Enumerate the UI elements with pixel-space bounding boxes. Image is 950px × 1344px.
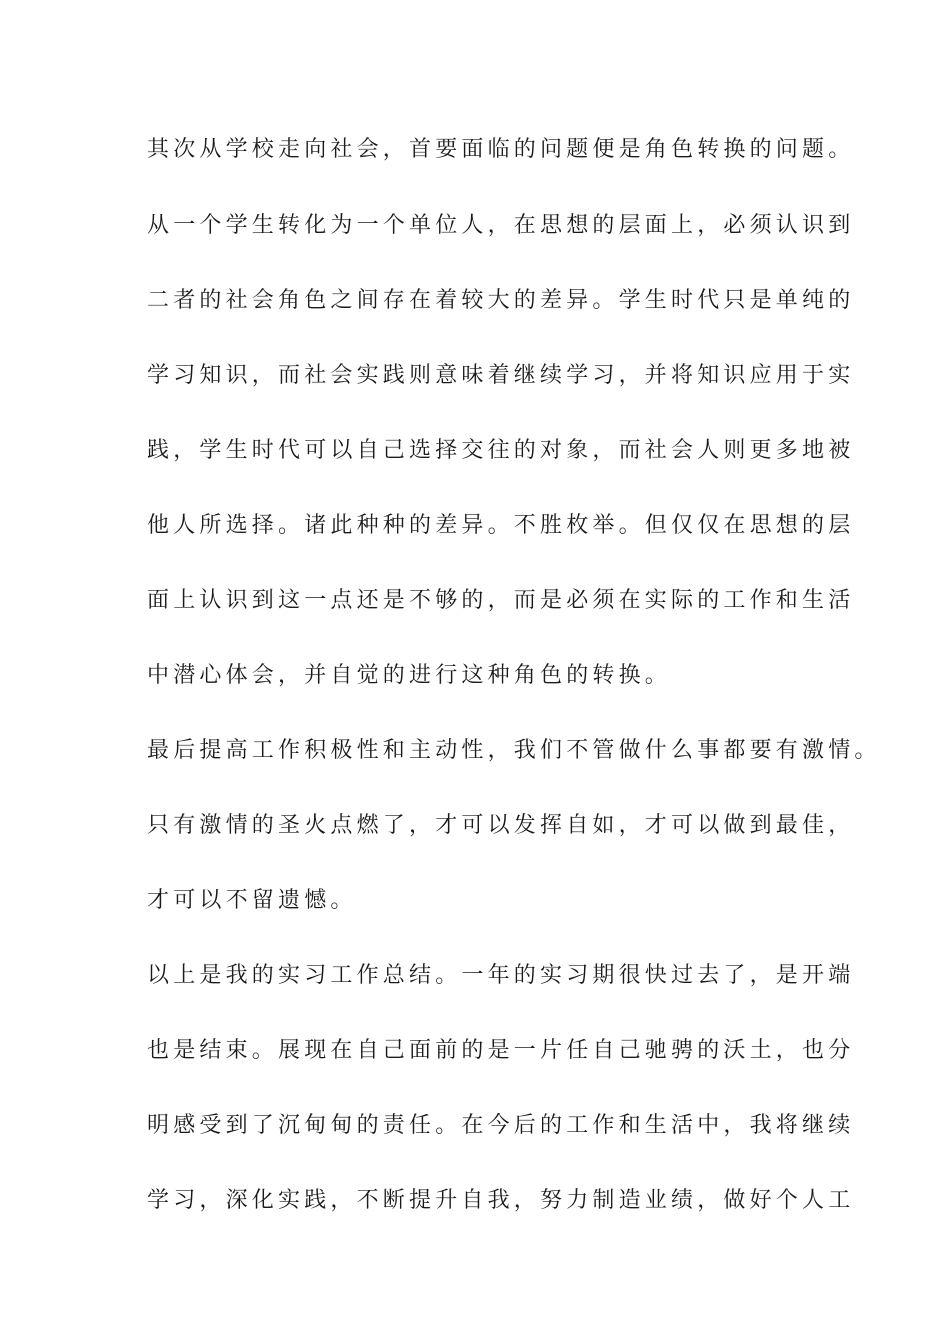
text-line: 面上认识到这一点还是不够的，而是必须在实际的工作和生活 — [147, 588, 855, 613]
text-line: 才可以不留遗憾。 — [147, 888, 357, 913]
text-line: 从一个学生转化为一个单位人，在思想的层面上，必须认识到 — [147, 213, 855, 238]
text-line: 只有激情的圣火点燃了，才可以发挥自如，才可以做到最佳， — [147, 813, 855, 838]
text-line: 践，学生时代可以自己选择交往的对象，而社会人则更多地被 — [147, 438, 855, 463]
text-line: 二者的社会角色之间存在着较大的差异。学生时代只是单纯的 — [147, 288, 855, 313]
text-line: 学习，深化实践，不断提升自我，努力制造业绩，做好个人工 — [147, 1188, 855, 1213]
text-line: 学习知识，而社会实践则意味着继续学习，并将知识应用于实 — [147, 363, 855, 388]
text-line: 他人所选择。诸此种种的差异。不胜枚举。但仅仅在思想的层 — [147, 513, 855, 538]
text-line: 也是结束。展现在自己面前的是一片任自己驰骋的沃土，也分 — [147, 1038, 855, 1063]
text-line: 最后提高工作积极性和主动性，我们不管做什么事都要有激情。 — [147, 738, 881, 763]
text-line: 中潜心体会，并自觉的进行这种角色的转换。 — [147, 663, 672, 688]
text-line: 明感受到了沉甸甸的责任。在今后的工作和生活中，我将继续 — [147, 1113, 855, 1138]
text-line: 其次从学校走向社会，首要面临的问题便是角色转换的问题。 — [147, 137, 855, 162]
text-line: 以上是我的实习工作总结。一年的实习期很快过去了，是开端 — [147, 963, 855, 988]
